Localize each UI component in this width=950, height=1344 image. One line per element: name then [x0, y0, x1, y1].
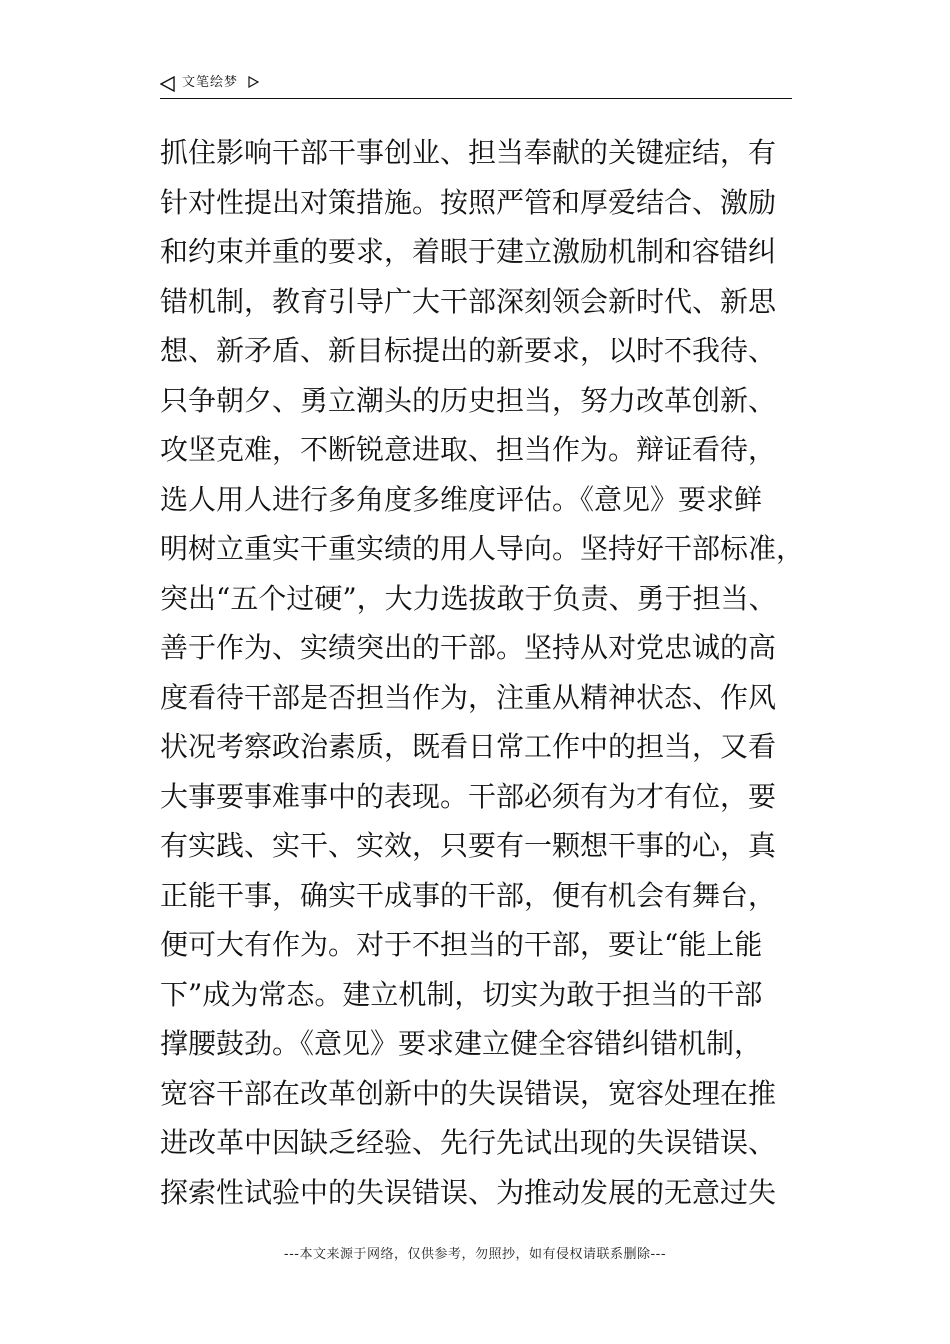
body-line: 进改革中因缺乏经验、先行先试出现的失误错误、: [160, 1126, 777, 1159]
body-line: 有实践、实干、实效，只要有一颗想干事的心，真: [160, 829, 777, 862]
body-line: 正能干事，确实干成事的干部，便有机会有舞台，: [160, 878, 777, 912]
body-line: 攻坚克难，不断锐意进取、担当作为。辩证看待，: [160, 433, 777, 466]
body-line: 便可大有作为。对于不担当的干部，要让“能上能: [160, 928, 763, 961]
body-line: 探索性试验中的失误错误、为推动发展的无意过失: [160, 1175, 777, 1209]
body-line: 明树立重实干重实绩的用人导向。坚持好干部标准，: [160, 532, 805, 565]
body-text: [160, 128, 820, 1217]
body-line: 选人用人进行多角度多维度评估。《意见》要求鲜: [160, 482, 763, 516]
body-line: 善于作为、实绩突出的干部。坚持从对党忠诚的高: [160, 631, 777, 664]
body-line: 突出“五个过硬”，大力选拔敢于负责、勇于担当、: [160, 581, 777, 615]
body-line: 抓住影响干部干事创业、担当奉献的关键症结，有: [160, 136, 777, 169]
body-line: 度看待干部是否担当作为，注重从精神状态、作风: [160, 680, 777, 714]
header-title: 文笔绘梦: [182, 75, 239, 90]
right-triangle-icon: [248, 76, 259, 88]
body-line: 针对性提出对策措施。按照严管和厚爱结合、激励: [160, 185, 777, 219]
body-line: 宽容干部在改革创新中的失误错误，宽容处理在推: [160, 1076, 777, 1110]
page-header: [160, 72, 792, 99]
body-line: 大事要事难事中的表现。干部必须有为才有位，要: [160, 779, 777, 813]
body-line: 想、新矛盾、新目标提出的新要求，以时不我待、: [160, 334, 777, 367]
body-line: 和约束并重的要求，着眼于建立激励机制和容错纠: [160, 235, 777, 268]
body-line: 下”成为常态。建立机制，切实为敢于担当的干部: [160, 977, 763, 1011]
body-line: 错机制，教育引导广大干部深刻领会新时代、新思: [160, 284, 777, 318]
left-triangle-icon: [160, 76, 176, 92]
page-footer: ---本文来源于网络，仅供参考，勿照抄，如有侵权请联系删除---: [283, 1247, 667, 1262]
body-line: 状况考察政治素质，既看日常工作中的担当，又看: [160, 730, 777, 763]
body-line: 只争朝夕、勇立潮头的历史担当，努力改革创新、: [160, 383, 777, 417]
body-line: 撑腰鼓劲。《意见》要求建立健全容错纠错机制，: [160, 1027, 763, 1060]
